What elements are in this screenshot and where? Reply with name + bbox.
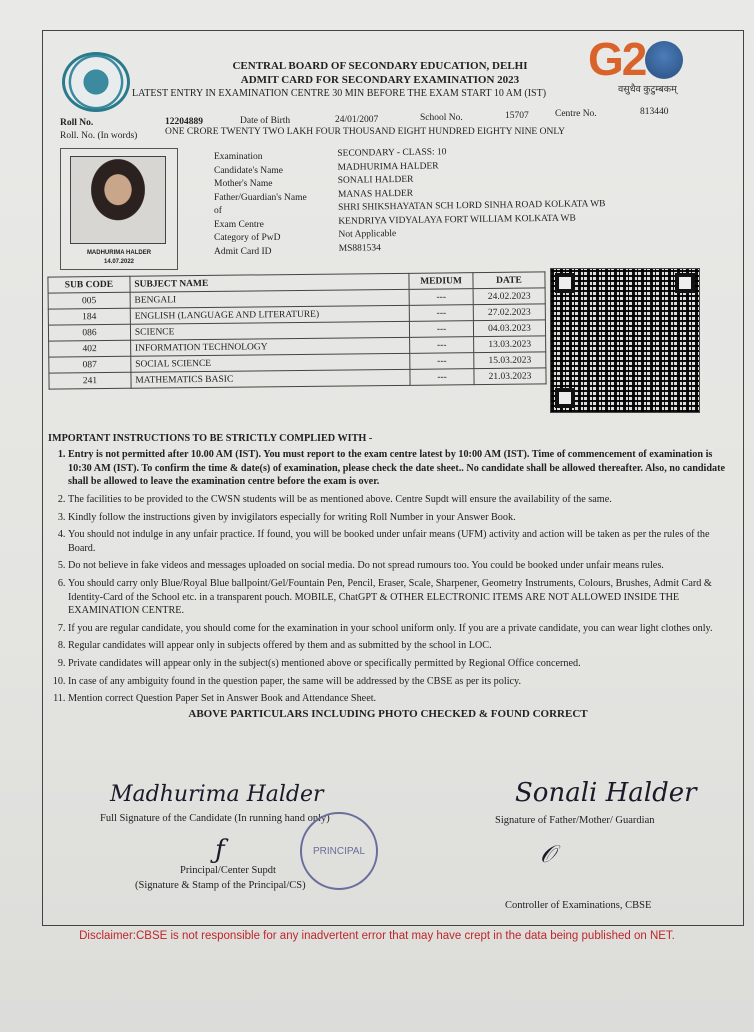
card-title: ADMIT CARD FOR SECONDARY EXAMINATION 2023 — [240, 74, 520, 86]
roll-label: Roll No. — [60, 118, 94, 128]
medium-cell: --- — [409, 305, 473, 322]
detail-label: Father/Guardian's Name — [214, 192, 307, 203]
sub-code-cell: 184 — [48, 308, 130, 325]
date-cell: 13.03.2023 — [474, 336, 546, 353]
qr-finder — [675, 273, 695, 293]
medium-cell: --- — [410, 369, 474, 386]
subjects-table — [47, 271, 546, 389]
detail-value: MANAS HALDER — [337, 188, 414, 200]
principal-signature-mark: ƒ — [215, 835, 225, 865]
detail-value: SECONDARY - CLASS: 10 — [337, 147, 447, 159]
detail-value: KENDRIYA VIDYALAYA FORT WILLIAM KOLKATA WB — [338, 213, 576, 227]
subject-name-cell: SCIENCE — [130, 321, 409, 340]
detail-label: Exam Centre — [214, 219, 264, 230]
principal-stamp — [300, 812, 378, 890]
medium-cell: --- — [410, 321, 474, 338]
header-sub-code: SUB CODE — [48, 276, 130, 293]
centre-label: Centre No. — [555, 109, 597, 119]
instructions-list — [48, 448, 728, 705]
sub-code-cell: 005 — [48, 292, 130, 309]
instruction-item: 6. You should carry only Blue/Royal Blue ballpoint/Gel/Fountain Pen, Pencil, Eraser, Scale, Sharpener, Geometry Instruments, Colours, Brushes, Admit Card & Identity-Card of the School etc. in a transparent pouch. MOBILE, ChatGPT & OTHER ELECTRONIC ITEMS ARE NOT ALLOWED INSIDE THE EXAMINATION CENTRE. — [68, 577, 728, 617]
detail-value: MS881534 — [338, 242, 381, 254]
detail-label: Mother's Name — [214, 179, 273, 189]
header-medium: MEDIUM — [409, 273, 473, 290]
medium-cell: --- — [410, 337, 474, 354]
header-subject-name: SUBJECT NAME — [130, 273, 409, 292]
instruction-item: 5. Do not believe in fake videos and messages uploaded on social media. Do not spread rumours too. You could be booked under unfair means rules. — [68, 559, 728, 572]
date-cell: 15.03.2023 — [474, 352, 546, 369]
roll-number: 12204889 — [165, 117, 203, 127]
school-number: 15707 — [505, 111, 529, 121]
date-cell: 21.03.2023 — [474, 368, 546, 385]
detail-label: Category of PwD — [214, 233, 281, 243]
subject-name-cell: MATHEMATICS BASIC — [131, 369, 410, 388]
detail-label: Admit Card ID — [214, 246, 272, 257]
parent-signature: Sonali Halder — [515, 778, 697, 808]
parent-signature-label: Signature of Father/Mother/ Guardian — [495, 815, 655, 826]
details-values — [337, 144, 606, 256]
principal-sub-label: (Signature & Stamp of the Principal/CS) — [135, 880, 306, 891]
candidate-signature-label: Full Signature of the Candidate (In running hand only) — [100, 813, 330, 824]
roll-words: ONE CRORE TWENTY TWO LAKH FOUR THOUSAND EIGHT HUNDRED EIGHTY NINE ONLY — [165, 127, 566, 137]
controller-signature-mark: 𝒪 — [540, 840, 556, 868]
detail-label: Candidate's Name — [214, 165, 283, 176]
instruction-item: 8. Regular candidates will appear only in subjects offered by them and as submitted by the school in LOC. — [68, 639, 728, 652]
dob: 24/01/2007 — [335, 115, 379, 125]
details-labels — [214, 151, 307, 259]
detail-label: Examination — [214, 152, 263, 162]
qr-code — [550, 268, 700, 413]
confirmation-line: ABOVE PARTICULARS INCLUDING PHOTO CHECKED & FOUND CORRECT — [188, 708, 588, 721]
instruction-item: 9. Private candidates will appear only in the subject(s) mentioned above or specifically permitted by Regional Office concerned. — [68, 657, 728, 670]
medium-cell: --- — [409, 289, 473, 306]
principal-label: Principal/Center Supdt — [180, 865, 276, 876]
controller-label: Controller of Examinations, CBSE — [505, 900, 652, 911]
detail-label: of — [214, 206, 222, 216]
instruction-item: 11. Mention correct Question Paper Set in Answer Book and Attendance Sheet. — [68, 692, 728, 705]
detail-value: MADHURIMA HALDER — [337, 160, 439, 173]
detail-value: SHRI SHIKSHAYATAN SCH LORD SINHA ROAD KOLKATA WB — [338, 199, 606, 213]
candidate-signature: Madhurima Halder — [110, 782, 324, 807]
sub-code-cell: 087 — [49, 356, 131, 373]
subject-name-cell: SOCIAL SCIENCE — [131, 353, 410, 372]
detail-value: SONALI HALDER — [337, 174, 414, 186]
medium-cell: --- — [410, 353, 474, 370]
subject-name-cell: INFORMATION TECHNOLOGY — [130, 337, 409, 356]
photo-date: 14.07.2022 — [103, 259, 135, 265]
instruction-item: 10. In case of any ambiguity found in the question paper, the same will be addressed by the CBSE as per its policy. — [68, 675, 728, 688]
instruction-item: 4. You should not indulge in any unfair practice. If found, you will be booked under unfair means (UFM) activity and action will be taken as per the rules of the Board. — [68, 528, 728, 555]
date-cell: 04.03.2023 — [473, 320, 545, 337]
instruction-item: 7. If you are regular candidate, you should come for the examination in your school uniform only. If you are a private candidate, you can wear light clothes only. — [68, 622, 728, 635]
cbse-logo — [62, 52, 130, 112]
g20-logo: G2 — [588, 32, 683, 86]
dob-label: Date of Birth — [240, 116, 291, 126]
entry-note: LATEST ENTRY IN EXAMINATION CENTRE 30 MIN BEFORE THE EXAM START 10 AM (IST) — [132, 88, 547, 99]
date-cell: 27.02.2023 — [473, 304, 545, 321]
qr-finder — [555, 388, 575, 408]
sub-code-cell: 086 — [48, 324, 130, 341]
g20-tagline: वसुधैव कुटुम्बकम् — [618, 85, 677, 95]
instruction-item: 3. Kindly follow the instructions given by invigilators especially for writing Roll Number in your Answer Book. — [68, 511, 728, 524]
instruction-item: 2. The facilities to be provided to the CWSN students will be as mentioned above. Centre Supdt will ensure the availability of the same. — [68, 493, 728, 506]
instructions — [48, 432, 728, 722]
sub-code-cell: 241 — [49, 372, 131, 389]
school-label: School No. — [420, 113, 463, 123]
instruction-item: 1. Entry is not permitted after 10.00 AM (IST). You must report to the exam centre latest by 10:00 AM (IST). Time of commencement of examination is 10:30 AM (IST). To confirm the time & date(s) of examination, please check the date sheet.. No candidate shall be allowed thereafter. Also, no candidate shall be allowed to leave the examination centre before the exam is over. — [68, 448, 728, 488]
header-date: DATE — [473, 272, 545, 289]
centre-number: 813440 — [640, 107, 669, 117]
subject-name-cell: BENGALI — [130, 289, 409, 308]
candidate-photo — [70, 156, 166, 244]
disclaimer: Disclaimer:CBSE is not responsible for any inadvertent error that may have crept in the data being published on NET. — [79, 930, 675, 942]
stamp-text: PRINCIPAL — [312, 845, 366, 857]
instructions-heading: IMPORTANT INSTRUCTIONS TO BE STRICTLY COMPLIED WITH - — [48, 433, 373, 444]
detail-value: Not Applicable — [338, 229, 397, 240]
date-cell: 24.02.2023 — [473, 288, 545, 305]
roll-words-label: Roll. No. (In words) — [60, 131, 138, 141]
subject-name-cell: ENGLISH (LANGUAGE AND LITERATURE) — [130, 305, 409, 324]
board-name: CENTRAL BOARD OF SECONDARY EDUCATION, DELHI — [232, 60, 528, 72]
qr-finder — [555, 273, 575, 293]
sub-code-cell: 402 — [49, 340, 131, 357]
photo-name: MADHURIMA HALDER — [86, 250, 152, 256]
